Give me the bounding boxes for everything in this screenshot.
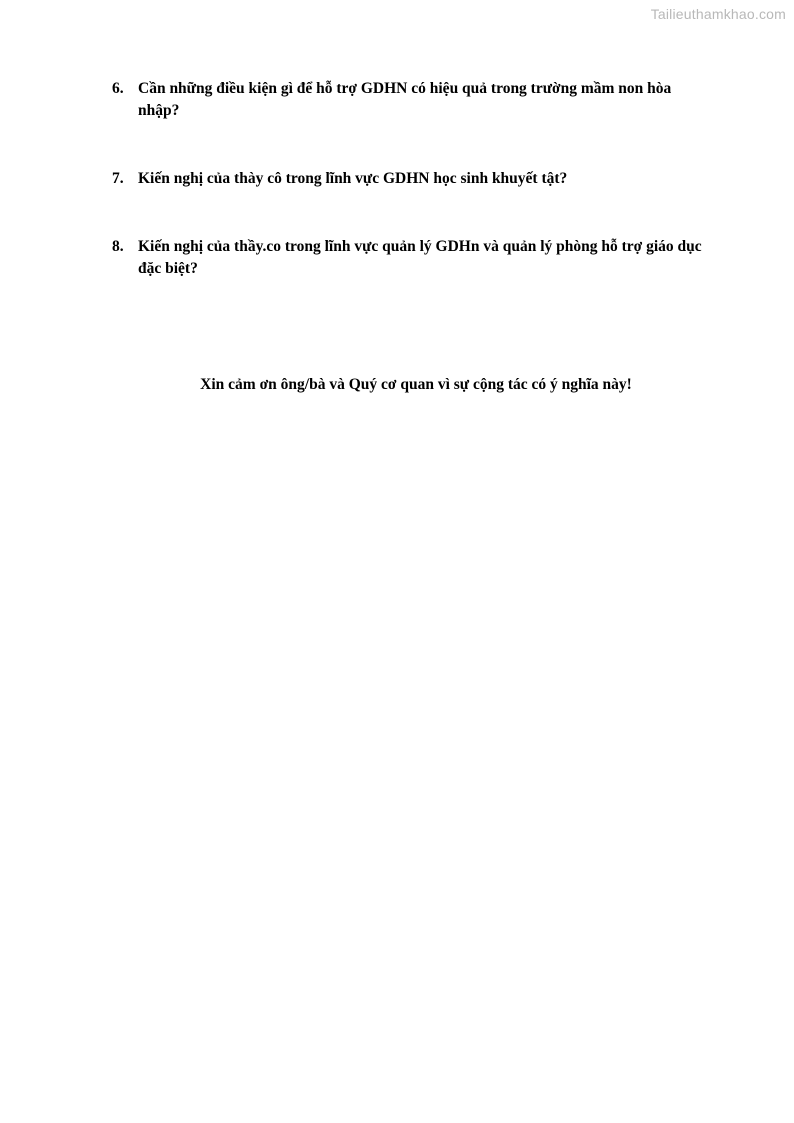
watermark: Tailieuthamkhao.com — [650, 6, 786, 22]
question-text: Cần những điều kiện gì để hỗ trợ GDHN có hiệu quả trong trường mầm non hòa nhập? — [138, 80, 672, 119]
question-item — [112, 78, 702, 122]
question-number: 8. — [112, 238, 124, 255]
question-text: Kiến nghị của thầy.co trong lĩnh vực quản lý GDHn và quản lý phòng hỗ trợ giáo dục đặc biệt? — [138, 238, 702, 277]
question-list — [112, 78, 702, 280]
closing-thanks: Xin cảm ơn ông/bà và Quý cơ quan vì sự cộng tác có ý nghĩa này! — [200, 376, 632, 393]
question-number: 6. — [112, 80, 124, 97]
question-item — [112, 168, 702, 190]
question-text: Kiến nghị của thày cô trong lĩnh vực GDHN học sinh khuyết tật? — [138, 170, 568, 187]
question-item — [112, 236, 702, 280]
question-number: 7. — [112, 170, 124, 187]
